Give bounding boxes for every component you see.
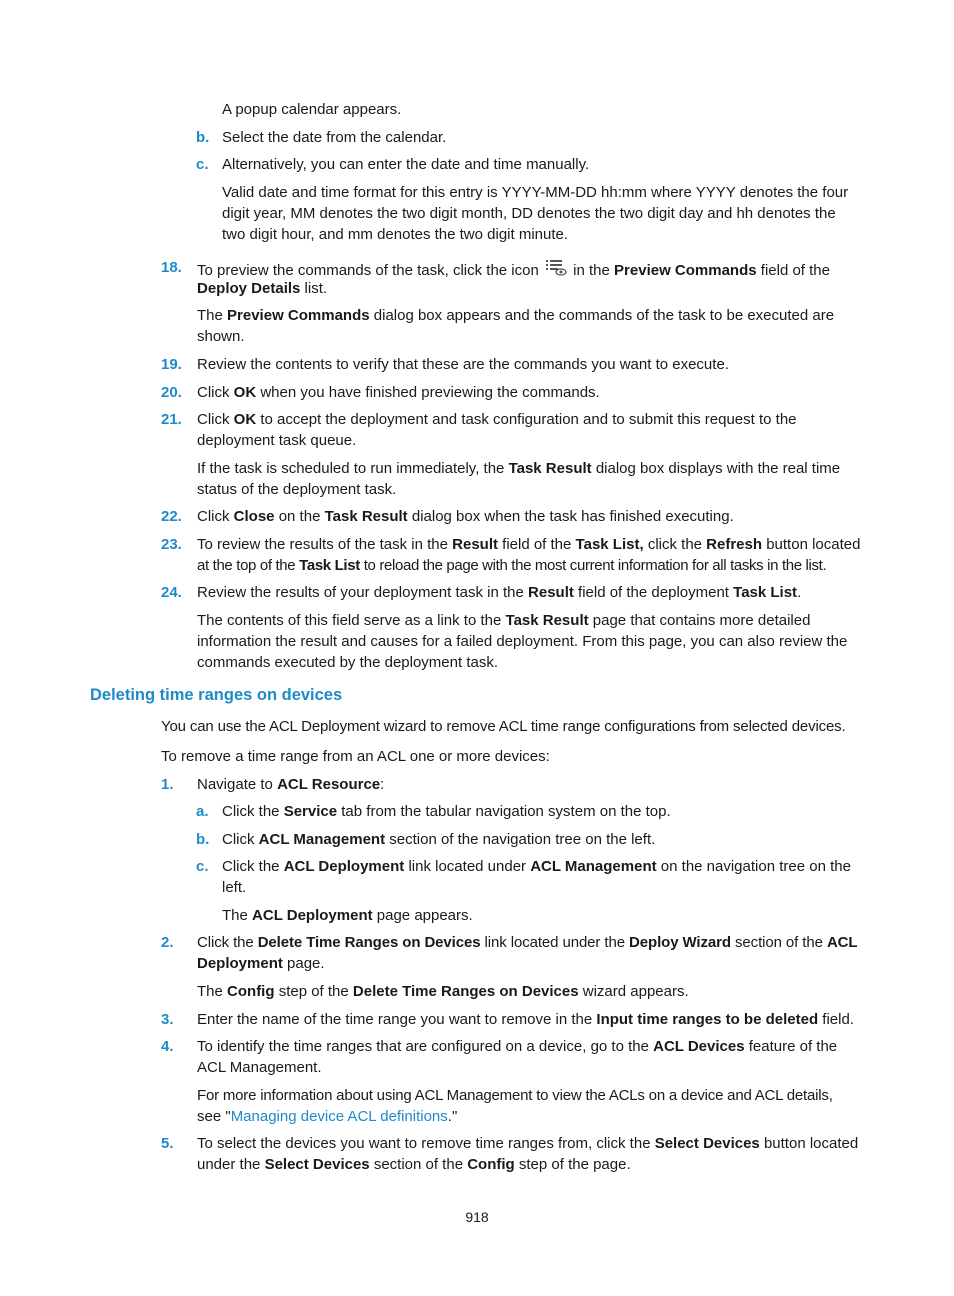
paragraph: You can use the ACL Deployment wizard to remove ACL time range configurations from selected devices. <box>161 718 846 735</box>
step-label: b. <box>196 831 210 848</box>
text-line: Alternatively, you can enter the date and time manually. <box>222 156 590 173</box>
step-number: 19. <box>161 356 182 373</box>
step-note: For more information about using ACL Management to view the ACLs on a device and ACL details, <box>197 1087 833 1104</box>
managing-device-acl-definitions-link[interactable]: Managing device ACL definitions <box>230 1108 448 1125</box>
step-number: 4. <box>161 1038 174 1055</box>
list-preview-icon <box>545 258 567 284</box>
step-note: shown. <box>197 328 245 345</box>
step-number: 22. <box>161 508 182 525</box>
step-text: deployment task queue. <box>197 432 357 449</box>
step-text: ACL Management. <box>197 1059 322 1076</box>
step-text: Navigate to ACL Resource: <box>197 776 385 793</box>
text-line: Valid date and time format for this entry is YYYY-MM-DD hh:mm where YYYY denotes the four <box>222 184 849 201</box>
step-label: c. <box>196 858 209 875</box>
step-note: The ACL Deployment page appears. <box>222 907 473 924</box>
step-text: Click ACL Management section of the navigation tree on the left. <box>222 831 656 848</box>
step-text: To review the results of the task in the Result field of the Task List, click the Refresh button located <box>197 536 861 553</box>
step-text: Click the ACL Deployment link located under ACL Management on the navigation tree on the <box>222 858 851 875</box>
step-text: Review the results of your deployment task in the Result field of the deployment Task List. <box>197 584 802 601</box>
step-text: To identify the time ranges that are configured on a device, go to the ACL Devices feature of the <box>197 1038 838 1055</box>
step-text: Deploy Details list. <box>197 280 328 297</box>
step-note: commands executed by the deployment task. <box>197 654 498 671</box>
step-number: 24. <box>161 584 182 601</box>
step-text: Click OK when you have finished previewing the commands. <box>197 384 600 401</box>
step-label: c. <box>196 156 209 173</box>
paragraph: To remove a time range from an ACL one or more devices: <box>161 748 550 765</box>
step-label: a. <box>196 803 209 820</box>
step-text: Enter the name of the time range you want to remove in the Input time ranges to be deleted field. <box>197 1011 854 1028</box>
step-text: under the Select Devices section of the Config step of the page. <box>197 1156 631 1173</box>
step-note: information the result and causes for a failed deployment. From this page, you can also review the <box>197 633 848 650</box>
step-label: b. <box>196 129 210 146</box>
step-note: The contents of this field serve as a link to the Task Result page that contains more detailed <box>197 612 811 629</box>
text-line: A popup calendar appears. <box>222 101 402 118</box>
step-text: Deployment page. <box>197 955 325 972</box>
step-text: left. <box>222 879 247 896</box>
text-line: digit year, MM denotes the two digit month, DD denotes the two digit day and hh denotes the <box>222 205 836 222</box>
step-text: Click the Service tab from the tabular navigation system on the top. <box>222 803 671 820</box>
step-text: To select the devices you want to remove time ranges from, click the Select Devices button located <box>197 1135 859 1152</box>
step-text: Click Close on the Task Result dialog box when the task has finished executing. <box>197 508 734 525</box>
step-note: The Config step of the Delete Time Ranges on Devices wizard appears. <box>197 983 689 1000</box>
step-number: 5. <box>161 1135 174 1152</box>
step-number: 20. <box>161 384 182 401</box>
step-note: status of the deployment task. <box>197 481 397 498</box>
step-number: 23. <box>161 536 182 553</box>
step-text: To preview the commands of the task, click the icon in the Preview Commands field of the <box>197 258 830 284</box>
step-number: 21. <box>161 411 182 428</box>
step-number: 18. <box>161 259 182 276</box>
section-heading: Deleting time ranges on devices <box>90 686 343 704</box>
step-note: The Preview Commands dialog box appears and the commands of the task to be executed are <box>197 307 835 324</box>
step-number: 2. <box>161 934 174 951</box>
step-note: see "Managing device ACL definitions." <box>197 1108 458 1125</box>
text-line: two digit hour, and mm denotes the two digit minute. <box>222 226 569 243</box>
step-text: Review the contents to verify that these are the commands you want to execute. <box>197 356 729 373</box>
step-text: Click OK to accept the deployment and task configuration and to submit this request to the <box>197 411 797 428</box>
step-text: at the top of the Task List to reload the page with the most current information for all tasks in the list. <box>197 557 827 574</box>
step-note: If the task is scheduled to run immediately, the Task Result dialog box displays with the real time <box>197 460 841 477</box>
step-text: Click the Delete Time Ranges on Devices link located under the Deploy Wizard section of the ACL <box>197 934 858 951</box>
step-number: 3. <box>161 1011 174 1028</box>
page-number: 918 <box>465 1209 489 1225</box>
text-line: Select the date from the calendar. <box>222 129 447 146</box>
step-number: 1. <box>161 776 174 793</box>
